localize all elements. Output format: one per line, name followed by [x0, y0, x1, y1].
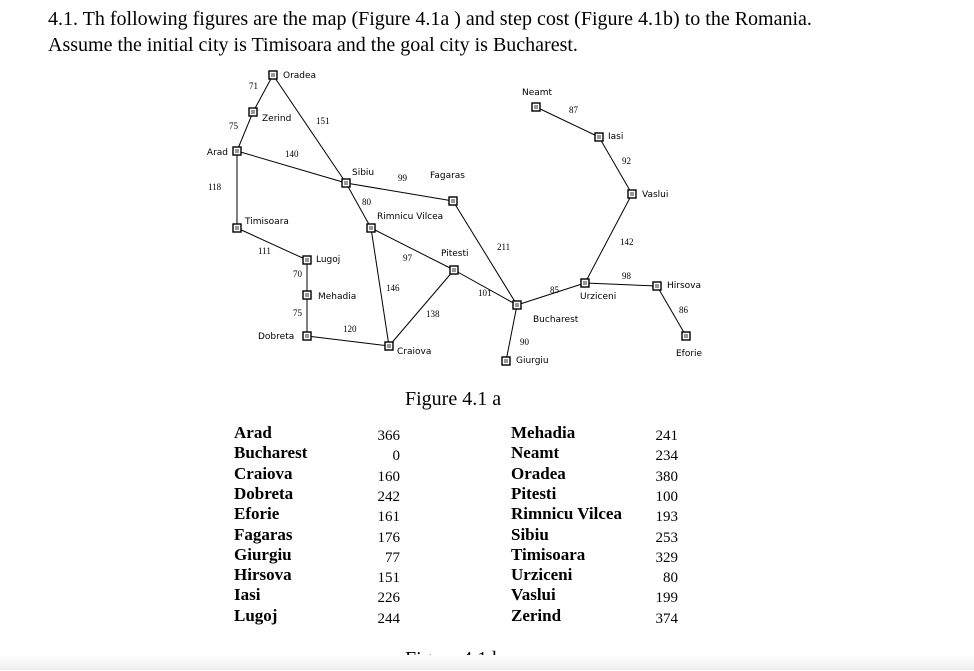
road-cost-sibiu-fagaras: 99	[398, 173, 407, 183]
city-label-rimnicu: Rimnicu Vilcea	[377, 212, 444, 222]
road-cost-timisoara-lugoj: 111	[258, 246, 271, 256]
heuristic-city-name: Pitesti	[511, 483, 557, 503]
city-label-dobreta: Dobreta	[258, 332, 295, 342]
heuristic-city-name: Mehadia	[511, 423, 576, 442]
heuristic-city-name: Oradea	[511, 463, 566, 483]
figure-a-caption: Figure 4.1 a	[405, 388, 502, 410]
heuristic-value: 176	[377, 529, 400, 546]
heuristic-city-name: Zerind	[511, 605, 562, 625]
heuristic-city-name: Iasi	[234, 585, 261, 605]
city-label-bucharest: Bucharest	[533, 315, 579, 325]
road-cost-mehadia-dobreta: 75	[293, 308, 302, 318]
heuristic-value: 244	[377, 610, 400, 627]
heuristic-value: 80	[663, 570, 678, 587]
road-cost-iasi-neamt: 87	[569, 105, 578, 115]
city-label-vaslui: Vaslui	[642, 190, 669, 200]
bottom-shadow	[0, 655, 974, 670]
city-label-fagaras: Fagaras	[430, 171, 465, 181]
heuristic-city-name: Giurgiu	[234, 544, 292, 564]
road-cost-fagaras-bucharest: 211	[497, 242, 511, 252]
heuristic-city-name: Bucharest	[234, 443, 308, 463]
road-cost-bucharest-urziceni: 85	[550, 285, 559, 295]
heuristic-value: 193	[655, 509, 678, 526]
question-line-1: 4.1. Th following figures are the map (Figure 4.1a ) and step cost (Figure 4.1b) to the Romania.	[48, 8, 812, 30]
city-label-arad: Arad	[206, 148, 228, 158]
heuristic-value: 366	[377, 428, 400, 444]
road-cost-sibiu-rimnicu: 80	[362, 197, 371, 207]
road-cost-craiova-pitesti: 138	[426, 309, 440, 319]
road-cost-dobreta-craiova: 120	[343, 324, 357, 334]
city-label-mehadia: Mehadia	[318, 292, 357, 302]
city-label-eforie: Eforie	[676, 349, 703, 359]
road-cost-urziceni-vaslui: 142	[620, 237, 634, 247]
heuristic-city-name: Sibiu	[511, 524, 549, 544]
heuristic-city-name: Arad	[234, 423, 272, 442]
heuristic-city-name: Craiova	[234, 463, 293, 483]
city-label-lugoj: Lugoj	[316, 255, 341, 265]
city-label-urziceni: Urziceni	[580, 292, 617, 302]
road-cost-zerind-arad: 75	[229, 121, 238, 131]
heuristic-city-name: Hirsova	[234, 565, 292, 585]
heuristic-value: 253	[655, 529, 678, 546]
city-label-pitesti: Pitesti	[441, 249, 469, 259]
heuristic-city-name: Eforie	[234, 504, 280, 524]
heuristic-city-name: Timisoara	[511, 544, 586, 564]
road-cost-rimnicu-pitesti: 97	[403, 253, 412, 263]
city-label-craiova: Craiova	[397, 347, 432, 357]
heuristic-value: 160	[377, 468, 400, 485]
heuristic-value: 161	[377, 509, 400, 526]
road-cost-oradea-sibiu: 151	[316, 116, 330, 126]
heuristic-value: 374	[655, 610, 678, 627]
heuristic-value: 329	[655, 549, 678, 566]
heuristic-city-name: Rimnicu Vilcea	[511, 504, 622, 524]
heuristic-value: 151	[377, 570, 400, 587]
road-cost-hirsova-eforie: 86	[679, 305, 688, 315]
heuristic-value: 234	[655, 448, 678, 465]
road-cost-oradea-zerind: 71	[249, 81, 258, 91]
road-cost-bucharest-giurgiu: 90	[520, 337, 529, 347]
heuristic-city-name: Fagaras	[234, 524, 293, 544]
city-label-hirsova: Hirsova	[667, 281, 702, 291]
heuristic-value: 77	[385, 549, 400, 566]
heuristic-value: 380	[655, 468, 678, 485]
heuristic-city-name: Lugoj	[234, 605, 278, 625]
heuristic-value: 100	[655, 488, 678, 505]
road-cost-pitesti-bucharest: 101	[478, 288, 492, 298]
city-label-neamt: Neamt	[522, 88, 553, 98]
city-label-sibiu: Sibiu	[352, 168, 375, 178]
heuristic-value: 241	[655, 428, 678, 444]
heuristic-value: 242	[377, 488, 400, 505]
city-label-timisoara: Timisoara	[245, 217, 289, 227]
heuristic-city-name: Vaslui	[511, 585, 556, 605]
road-cost-lugoj-mehadia: 70	[293, 269, 302, 279]
city-label-oradea: Oradea	[283, 71, 317, 81]
road-cost-vaslui-iasi: 92	[622, 156, 631, 166]
city-label-iasi: Iasi	[608, 132, 624, 142]
road-cost-urziceni-hirsova: 98	[622, 271, 631, 281]
road-cost-rimnicu-craiova: 146	[386, 283, 400, 293]
heuristic-city-name: Urziceni	[511, 565, 573, 585]
heuristic-city-name: Neamt	[511, 443, 560, 463]
road-cost-arad-timisoara: 118	[208, 182, 222, 192]
heuristic-value: 199	[655, 590, 678, 607]
road-cost-arad-sibiu: 140	[285, 149, 299, 159]
city-label-giurgiu: Giurgiu	[516, 356, 549, 366]
heuristic-value: 226	[377, 590, 400, 607]
city-label-zerind: Zerind	[262, 114, 292, 124]
heuristic-city-name: Dobreta	[234, 483, 294, 503]
heuristic-value: 0	[392, 448, 400, 465]
question-line-2: Assume the initial city is Timisoara and the goal city is Bucharest.	[48, 34, 578, 56]
